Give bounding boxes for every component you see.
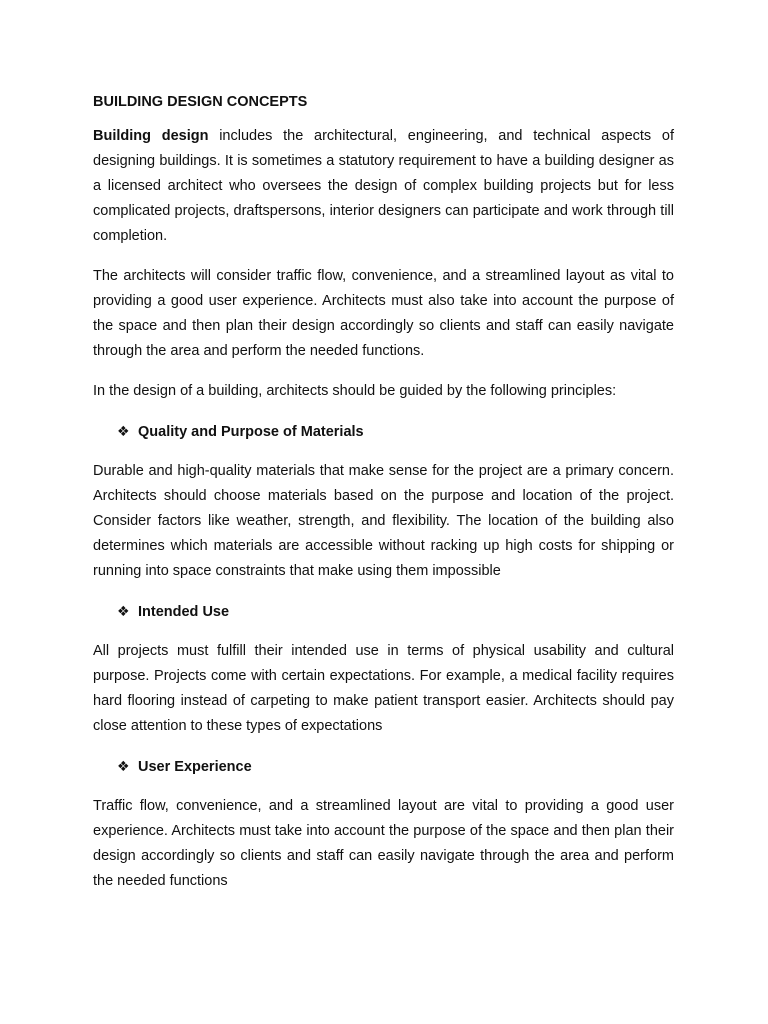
section-heading-materials	[117, 419, 674, 444]
diamond-bullet-icon: ❖	[117, 423, 130, 440]
diamond-bullet-icon: ❖	[117, 758, 130, 775]
section-heading-text: Quality and Purpose of Materials	[138, 423, 364, 440]
intro-text: includes the architectural, engineering, and technical aspects of designing buildings. It is sometimes a statutory requirement to have a building designer as a licensed architect who oversees the design of complex building projects but for less complicated projects, draftspersons, interior designers can participate and work through till completion.	[93, 128, 674, 244]
architects-paragraph: The architects will consider traffic flow, convenience, and a streamlined layout as vital to providing a good user experience. Architects must also take into account the purpose of the space and then plan their design accordingly so clients and staff can easily navigate through the area and perform the needed functions.	[93, 268, 674, 359]
document-title: BUILDING DESIGN CONCEPTS	[93, 94, 308, 110]
diamond-bullet-icon: ❖	[117, 603, 130, 620]
intended-use-paragraph: All projects must fulfill their intended use in terms of physical usability and cultural purpose. Projects come with certain expectations. For example, a medical facility requires hard flooring instead of carpeting to make patient transport easier. Architects should pay close attention to these types of expectations	[93, 643, 674, 734]
materials-paragraph: Durable and high-quality materials that make sense for the project are a primary concern. Architects should choose materials based on the purpose and location of the project. Consider factors like weather, strength, and flexibility. The location of the building also determines which materials are accessible without racking up high costs for shipping or running into space constraints that make using them impossible	[93, 463, 674, 579]
document-page	[93, 92, 674, 894]
section-heading-text: Intended Use	[138, 603, 230, 620]
intro-paragraph	[93, 124, 674, 249]
section-heading-intended-use	[117, 599, 674, 624]
section-heading-text: User Experience	[138, 758, 252, 775]
principles-intro-paragraph: In the design of a building, architects should be guided by the following principles:	[93, 383, 617, 399]
section-heading-user-experience	[117, 754, 674, 779]
intro-lead-term: Building design	[93, 128, 209, 144]
user-experience-paragraph: Traffic flow, convenience, and a streamlined layout are vital to providing a good user experience. Architects must take into account the purpose of the space and then plan their design accordingly so clients and staff can easily navigate through the area and perform the needed functions	[93, 798, 674, 889]
